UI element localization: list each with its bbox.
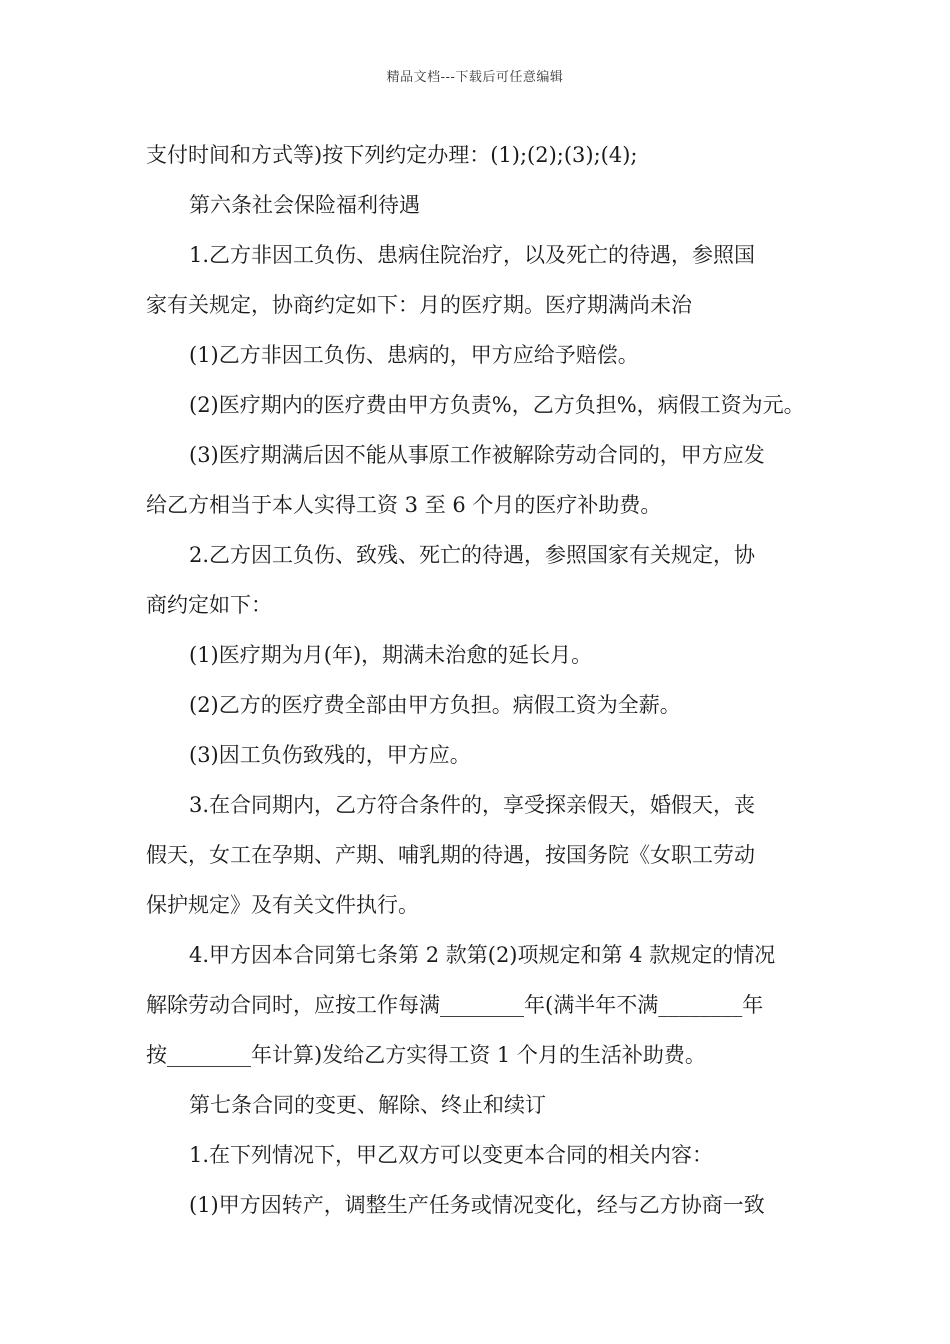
text-line: 保护规定》及有关文件执行。 <box>146 893 419 917</box>
text-line: 1.乙方非因工负伤、患病住院治疗，以及死亡的待遇，参照国 <box>189 243 756 267</box>
text-line: 家有关规定，协商约定如下：月的医疗期。医疗期满尚未治 <box>146 293 692 317</box>
text-line: (2)乙方的医疗费全部由甲方负担。病假工资为全薪。 <box>189 693 681 717</box>
document-body <box>146 130 816 1230</box>
text-line: 支付时间和方式等)按下列约定办理：(1);(2);(3);(4); <box>146 143 638 167</box>
section-heading-7: 第七条合同的变更、解除、终止和续订 <box>189 1093 546 1117</box>
text-line: 解除劳动合同时，应按工作每满________年(满半年不满________年 <box>146 993 764 1017</box>
text-line: (2)医疗期内的医疗费由甲方负责%，乙方负担%，病假工资为元。 <box>189 393 805 417</box>
text-line: 4.甲方因本合同第七条第 2 款第(2)项规定和第 4 款规定的情况 <box>189 943 776 967</box>
section-heading-6: 第六条社会保险福利待遇 <box>189 193 420 217</box>
text-line: (3)医疗期满后因不能从事原工作被解除劳动合同的，甲方应发 <box>189 443 765 467</box>
text-line: (1)医疗期为月(年)，期满未治愈的延长月。 <box>189 643 593 667</box>
page-header: 精品文档---下载后可任意编辑 <box>386 70 564 85</box>
text-line: (1)甲方因转产，调整生产任务或情况变化，经与乙方协商一致 <box>189 1193 765 1217</box>
text-line: 1.在下列情况下，甲乙双方可以变更本合同的相关内容： <box>189 1143 714 1167</box>
text-line: 给乙方相当于本人实得工资 3 至 6 个月的医疗补助费。 <box>146 493 662 517</box>
text-line: 3.在合同期内，乙方符合条件的，享受探亲假天，婚假天，丧 <box>189 793 756 817</box>
text-line: (1)乙方非因工负伤、患病的，甲方应给予赔偿。 <box>189 343 639 367</box>
text-line: (3)因工负伤致残的，甲方应。 <box>189 743 471 767</box>
text-line: 按________年计算)发给乙方实得工资 1 个月的生活补助费。 <box>146 1043 706 1067</box>
text-line: 商约定如下： <box>146 593 272 617</box>
text-line: 2.乙方因工负伤、致残、死亡的待遇，参照国家有关规定，协 <box>189 543 756 567</box>
text-line: 假天，女工在孕期、产期、哺乳期的待遇，按国务院《女职工劳动 <box>146 843 755 867</box>
